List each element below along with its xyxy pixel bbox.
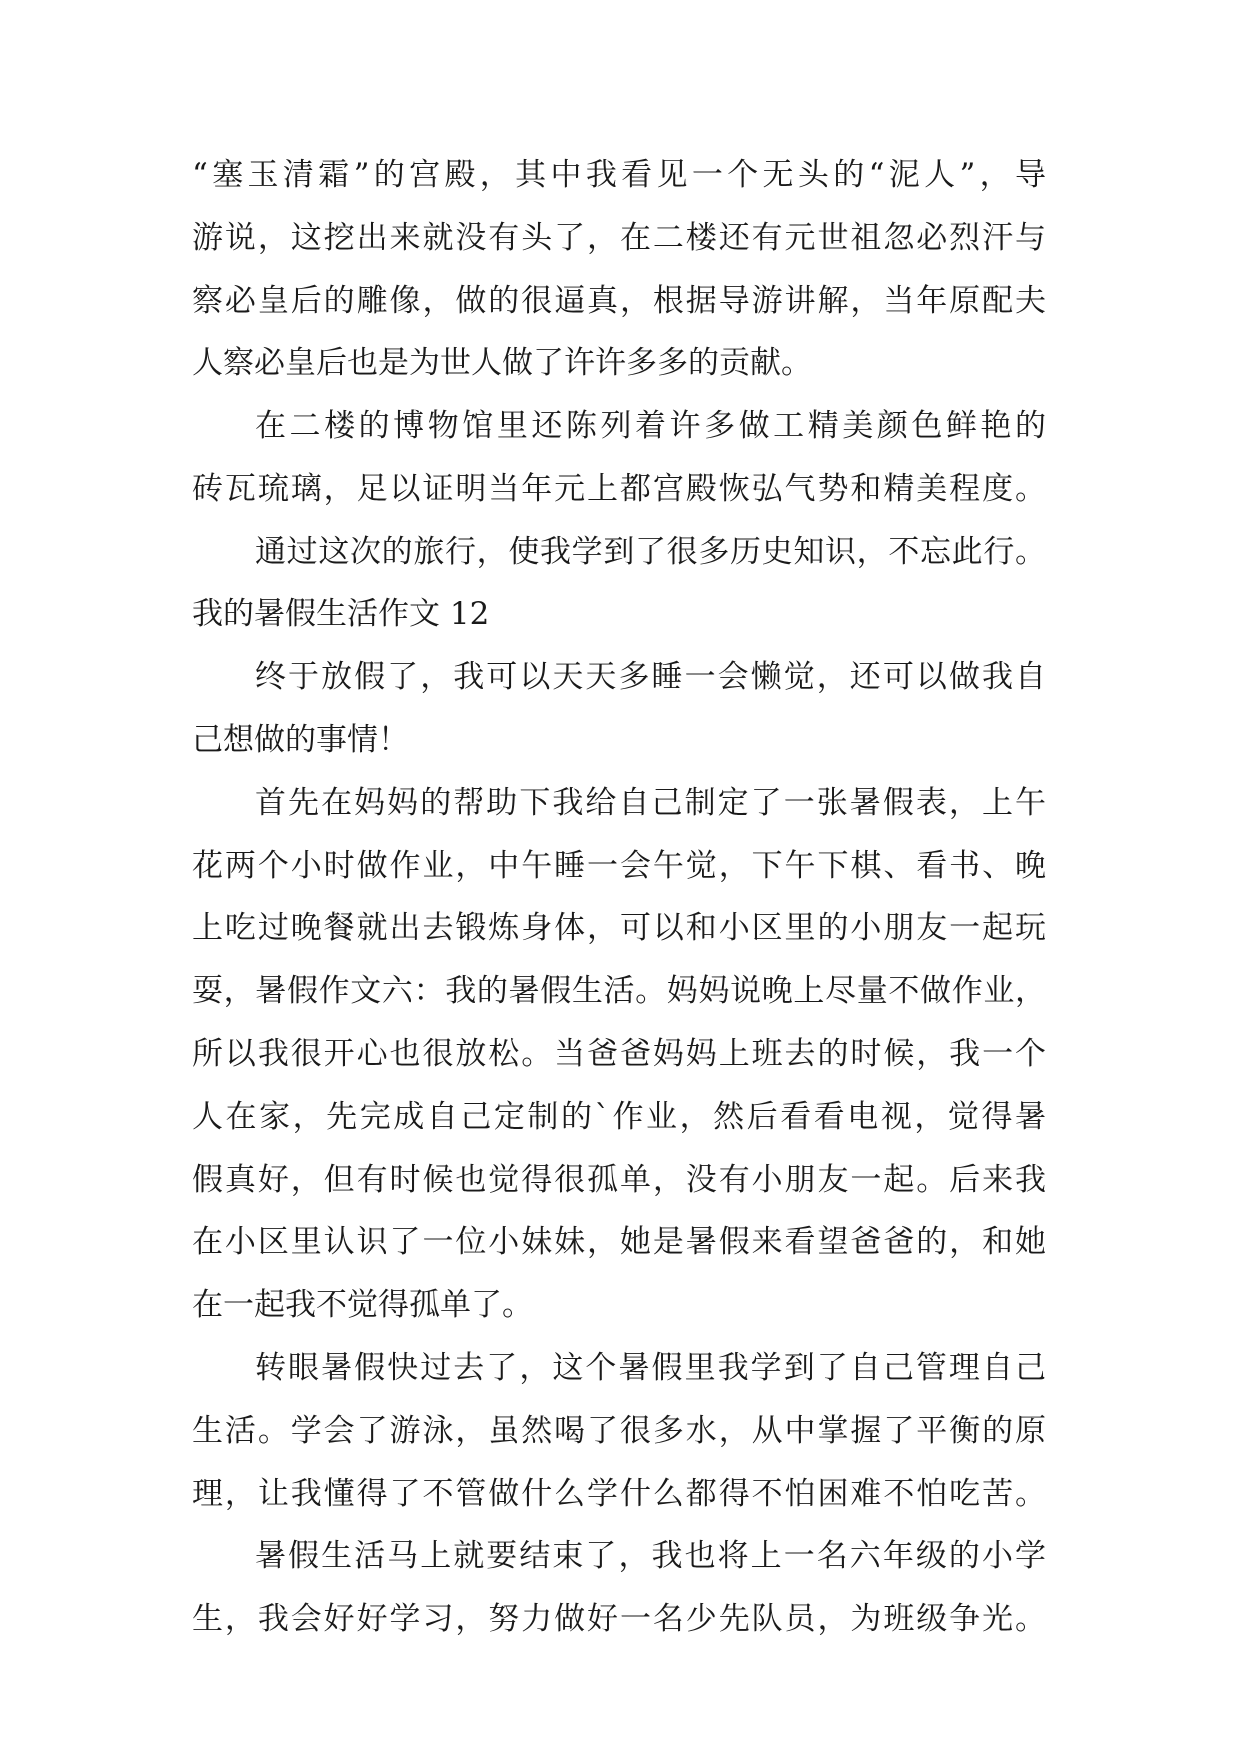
text-line-19: 在一起我不觉得孤单了。 bbox=[192, 1287, 533, 1323]
section-heading: 我的暑假生活作文 12 bbox=[192, 596, 490, 632]
text-line-10: 己想做的事情！ bbox=[192, 722, 409, 758]
text-line-23: 暑假生活马上就要结束了，我也将上一名六年级的小学 bbox=[255, 1538, 1046, 1574]
text-line-18: 在小区里认识了一位小妹妹，她是暑假来看望爸爸的，和她 bbox=[192, 1224, 1046, 1260]
text-line-6: 砖瓦琉璃，足以证明当年元上都宫殿恢弘气势和精美程度。 bbox=[192, 471, 1046, 507]
text-line-14: 耍，暑假作文六：我的暑假生活。妈妈说晚上尽量不做作业， bbox=[192, 973, 1046, 1009]
text-line-15: 所以我很开心也很放松。当爸爸妈妈上班去的时候，我一个 bbox=[192, 1036, 1046, 1072]
text-line-1: “塞玉清霜”的宫殿，其中我看见一个无头的“泥人”，导 bbox=[192, 157, 1046, 193]
text-line-2: 游说，这挖出来就没有头了，在二楼还有元世祖忽必烈汗与 bbox=[192, 220, 1046, 256]
text-line-24: 生，我会好好学习，努力做好一名少先队员，为班级争光。 bbox=[192, 1601, 1046, 1637]
text-line-12: 花两个小时做作业，中午睡一会午觉，下午下棋、看书、晚 bbox=[192, 848, 1046, 884]
text-line-7: 通过这次的旅行，使我学到了很多历史知识，不忘此行。 bbox=[255, 534, 1046, 570]
text-line-17: 假真好，但有时候也觉得很孤单，没有小朋友一起。后来我 bbox=[192, 1162, 1046, 1198]
text-line-21: 生活。学会了游泳，虽然喝了很多水，从中掌握了平衡的原 bbox=[192, 1413, 1046, 1449]
text-line-16: 人在家，先完成自己定制的`作业，然后看看电视，觉得暑 bbox=[192, 1099, 1046, 1135]
text-line-9: 终于放假了，我可以天天多睡一会懒觉，还可以做我自 bbox=[255, 659, 1046, 695]
text-line-20: 转眼暑假快过去了，这个暑假里我学到了自己管理自己 bbox=[255, 1350, 1046, 1386]
text-line-3: 察必皇后的雕像，做的很逼真，根据导游讲解，当年原配夫 bbox=[192, 283, 1046, 319]
text-line-13: 上吃过晚餐就出去锻炼身体，可以和小区里的小朋友一起玩 bbox=[192, 910, 1046, 946]
text-line-22: 理，让我懂得了不管做什么学什么都得不怕困难不怕吃苦。 bbox=[192, 1476, 1046, 1512]
text-line-4: 人察必皇后也是为世人做了许许多多的贡献。 bbox=[192, 345, 812, 381]
text-line-11: 首先在妈妈的帮助下我给自己制定了一张暑假表，上午 bbox=[255, 785, 1046, 821]
text-line-5: 在二楼的博物馆里还陈列着许多做工精美颜色鲜艳的 bbox=[255, 408, 1046, 444]
